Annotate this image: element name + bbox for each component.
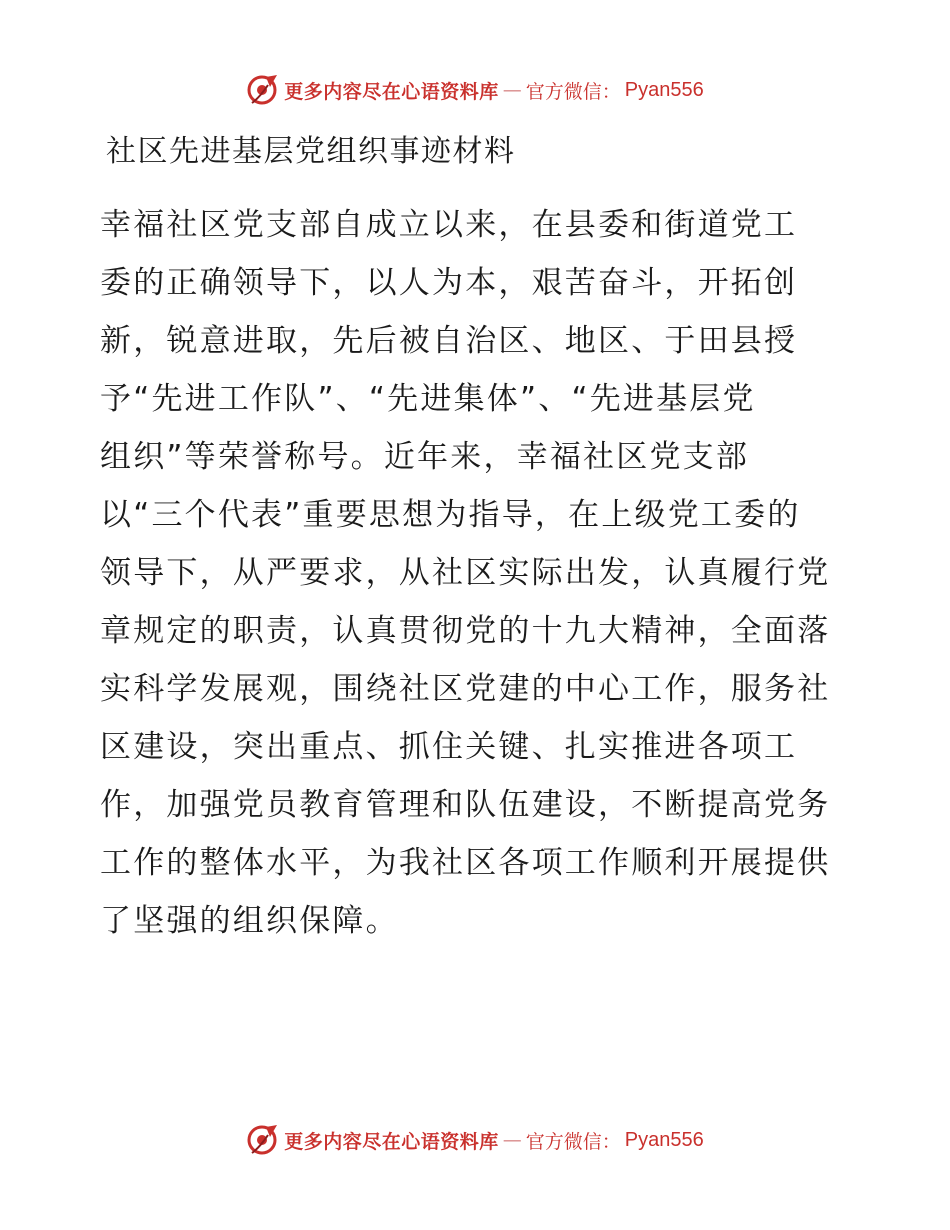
body-text-line: 工作的整体水平，为我社区各项工作顺利开展提供 — [100, 845, 831, 881]
body-text-line: 了坚强的组织保障。 — [100, 903, 399, 939]
body-text-line: 以“三个代表”重要思想为指导，在上级党工委的 — [100, 497, 801, 533]
watermark-text: 更多内容尽在心语资料库 — [284, 1130, 499, 1153]
document-title: 社区先进基层党组织事迹材料 — [106, 134, 516, 169]
body-text-line: 新，锐意进取，先后被自治区、地区、于田县授 — [100, 323, 798, 359]
watermark-wechat-id: Pyan556 — [624, 78, 704, 101]
quill-pen-logo-icon — [246, 1123, 280, 1157]
body-text-line: 委的正确领导下，以人为本，艰苦奋斗，开拓创 — [100, 265, 798, 301]
watermark-separator: — — [502, 1129, 522, 1151]
body-text-line: 领导下，从严要求，从社区实际出发，认真履行党 — [100, 555, 831, 591]
watermark-separator: — — [502, 79, 522, 101]
document-body — [100, 196, 852, 950]
body-text-line: 作，加强党员教育管理和队伍建设，不断提高党务 — [100, 787, 831, 823]
quill-pen-logo-icon — [246, 73, 280, 107]
body-text-line: 章规定的职责，认真贯彻党的十九大精神，全面落 — [100, 613, 831, 649]
footer-watermark — [0, 1120, 950, 1160]
watermark-wechat-id: Pyan556 — [624, 1128, 704, 1151]
watermark-wechat-label: 官方微信： — [525, 80, 621, 103]
body-text-line: 组织”等荣誉称号。近年来，幸福社区党支部 — [100, 439, 750, 475]
header-watermark — [0, 70, 950, 110]
body-text-line: 幸福社区党支部自成立以来，在县委和街道党工 — [100, 207, 798, 243]
body-text-line: 予“先进工作队”、“先进集体”、“先进基层党 — [100, 381, 756, 417]
watermark-text: 更多内容尽在心语资料库 — [284, 80, 499, 103]
watermark-wechat-label: 官方微信： — [525, 1130, 621, 1153]
body-text-line: 区建设，突出重点、抓住关键、扎实推进各项工 — [100, 729, 798, 765]
body-text-line: 实科学发展观，围绕社区党建的中心工作，服务社 — [100, 671, 831, 707]
